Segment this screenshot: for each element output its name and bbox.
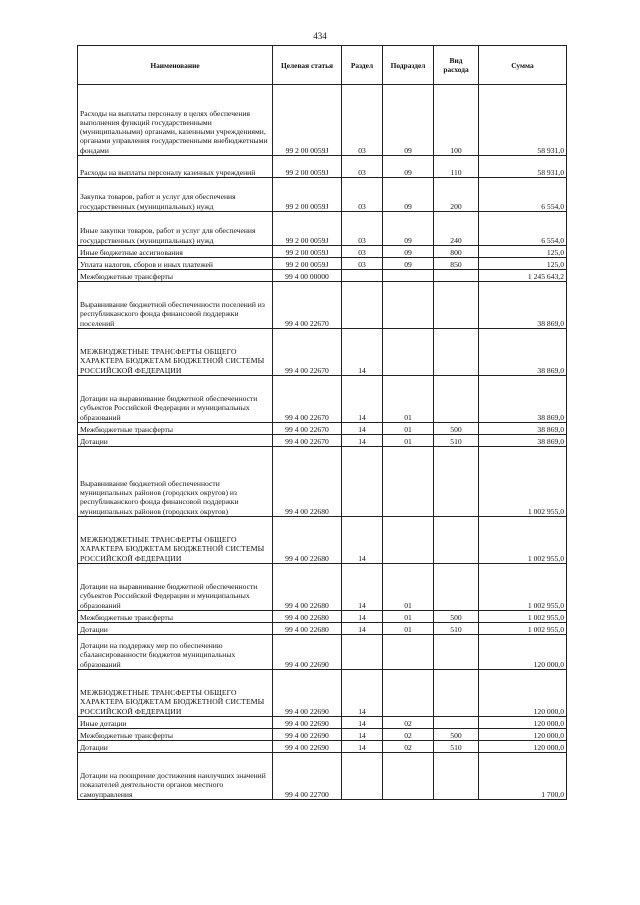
table-row xyxy=(78,258,567,270)
row-section-cell xyxy=(342,753,383,800)
row-name-cell: Межбюджетные трансферты xyxy=(78,729,273,741)
row-subsection-cell: 09 xyxy=(383,258,434,270)
row-article-cell: 99 4 00 22670 xyxy=(273,423,342,435)
row-subsection-cell: 02 xyxy=(383,741,434,753)
row-name-cell: Межбюджетные трансферты xyxy=(78,270,273,282)
row-name-cell: Выравнивание бюджетной обеспеченности поселений из республиканского фонда финансовой поддержки поселений xyxy=(78,282,273,329)
table-row xyxy=(78,246,567,258)
budget-table xyxy=(77,45,567,800)
row-subsection-cell: 01 xyxy=(383,376,434,423)
table-row xyxy=(78,741,567,753)
row-section-cell: 03 xyxy=(342,85,383,156)
row-subsection-cell: 01 xyxy=(383,423,434,435)
row-expense-type-cell: 240 xyxy=(434,212,479,246)
row-article-cell: 99 4 00 22680 xyxy=(273,447,342,517)
row-subsection-cell: 09 xyxy=(383,156,434,178)
row-sum-cell: 120 000,0 xyxy=(479,670,567,717)
row-subsection-cell xyxy=(383,329,434,376)
row-section-cell xyxy=(342,447,383,517)
table-row xyxy=(78,423,567,435)
row-sum-cell: 38 869,0 xyxy=(479,282,567,329)
table-row xyxy=(78,156,567,178)
row-sum-cell: 6 554,0 xyxy=(479,212,567,246)
table-row xyxy=(78,376,567,423)
row-section-cell: 14 xyxy=(342,329,383,376)
row-article-cell: 99 2 00 0059J xyxy=(273,85,342,156)
row-sum-cell: 125,0 xyxy=(479,246,567,258)
row-expense-type-cell: 510 xyxy=(434,741,479,753)
row-subsection-cell: 01 xyxy=(383,611,434,623)
row-name-cell: Закупка товаров, работ и услуг для обеспечения государственных (муниципальных) нужд xyxy=(78,178,273,212)
row-subsection-cell xyxy=(383,517,434,564)
row-expense-type-cell xyxy=(434,376,479,423)
row-article-cell: 99 4 00 22690 xyxy=(273,670,342,717)
row-sum-cell: 120 000,0 xyxy=(479,729,567,741)
row-section-cell: 03 xyxy=(342,156,383,178)
row-subsection-cell: 02 xyxy=(383,729,434,741)
row-name-cell: Расходы на выплаты персоналу в целях обеспечения выполнения функций государственными (муниципальными) органами, казенными учреждениями, органами управления государственными внебюджетными фондами xyxy=(78,85,273,156)
table-row xyxy=(78,611,567,623)
row-subsection-cell: 09 xyxy=(383,178,434,212)
row-expense-type-cell xyxy=(434,329,479,376)
row-name-cell: Межбюджетные трансферты xyxy=(78,423,273,435)
row-article-cell: 99 4 00 22680 xyxy=(273,611,342,623)
row-article-cell: 99 4 00 22680 xyxy=(273,564,342,611)
table-row xyxy=(78,212,567,246)
row-subsection-cell: 02 xyxy=(383,717,434,729)
row-section-cell: 14 xyxy=(342,423,383,435)
row-article-cell: 99 2 00 0059J xyxy=(273,246,342,258)
row-subsection-cell xyxy=(383,282,434,329)
row-name-cell: Иные закупки товаров, работ и услуг для обеспечения государственных (муниципальных) нужд xyxy=(78,212,273,246)
row-section-cell: 03 xyxy=(342,258,383,270)
table-row xyxy=(78,435,567,447)
row-name-cell: Дотации xyxy=(78,435,273,447)
table-row xyxy=(78,564,567,611)
row-sum-cell: 6 554,0 xyxy=(479,178,567,212)
row-sum-cell: 1 245 643,2 xyxy=(479,270,567,282)
row-article-cell: 99 4 00 22680 xyxy=(273,517,342,564)
row-expense-type-cell xyxy=(434,753,479,800)
row-section-cell: 14 xyxy=(342,517,383,564)
table-row xyxy=(78,729,567,741)
row-name-cell: Дотации на выравнивание бюджетной обеспеченности субъектов Российской Федерации и муниципальных образований xyxy=(78,564,273,611)
table-body xyxy=(78,85,567,800)
row-section-cell: 03 xyxy=(342,178,383,212)
row-subsection-cell xyxy=(383,670,434,717)
row-name-cell: Иные бюджетные ассигнования xyxy=(78,246,273,258)
row-sum-cell: 38 869,0 xyxy=(479,435,567,447)
row-expense-type-cell xyxy=(434,282,479,329)
row-name-cell: Уплата налогов, сборов и иных платежей xyxy=(78,258,273,270)
row-subsection-cell: 09 xyxy=(383,246,434,258)
header-section: Раздел xyxy=(342,46,383,85)
header-row xyxy=(78,46,567,85)
row-article-cell: 99 2 00 0059J xyxy=(273,178,342,212)
table-row xyxy=(78,329,567,376)
header-article: Целевая статья xyxy=(273,46,342,85)
row-sum-cell: 120 000,0 xyxy=(479,635,567,670)
row-subsection-cell: 09 xyxy=(383,85,434,156)
row-subsection-cell: 01 xyxy=(383,564,434,611)
row-name-cell: Межбюджетные трансферты xyxy=(78,611,273,623)
row-sum-cell: 1 002 955,0 xyxy=(479,517,567,564)
row-expense-type-cell xyxy=(434,447,479,517)
row-name-cell: Дотации xyxy=(78,623,273,635)
row-sum-cell: 38 869,0 xyxy=(479,376,567,423)
row-section-cell: 14 xyxy=(342,376,383,423)
row-expense-type-cell: 100 xyxy=(434,85,479,156)
row-expense-type-cell xyxy=(434,270,479,282)
row-sum-cell: 58 931,0 xyxy=(479,85,567,156)
row-sum-cell: 38 869,0 xyxy=(479,423,567,435)
row-article-cell: 99 2 00 0059J xyxy=(273,156,342,178)
row-name-cell: Иные дотации xyxy=(78,717,273,729)
row-sum-cell: 58 931,0 xyxy=(479,156,567,178)
row-article-cell: 99 4 00 22690 xyxy=(273,729,342,741)
row-section-cell xyxy=(342,282,383,329)
row-article-cell: 99 4 00 22680 xyxy=(273,623,342,635)
row-name-cell: МЕЖБЮДЖЕТНЫЕ ТРАНСФЕРТЫ ОБЩЕГО ХАРАКТЕРА БЮДЖЕТАМ БЮДЖЕТНОЙ СИСТЕМЫ РОССИЙСКОЙ ФЕДЕРАЦИИ xyxy=(78,517,273,564)
row-sum-cell: 1 002 955,0 xyxy=(479,447,567,517)
row-sum-cell: 125,0 xyxy=(479,258,567,270)
row-article-cell: 99 4 00 00000 xyxy=(273,270,342,282)
row-subsection-cell xyxy=(383,270,434,282)
table-row xyxy=(78,635,567,670)
row-article-cell: 99 4 00 22670 xyxy=(273,376,342,423)
row-expense-type-cell xyxy=(434,517,479,564)
row-name-cell: МЕЖБЮДЖЕТНЫЕ ТРАНСФЕРТЫ ОБЩЕГО ХАРАКТЕРА БЮДЖЕТАМ БЮДЖЕТНОЙ СИСТЕМЫ РОССИЙСКОЙ ФЕДЕРАЦИИ xyxy=(78,670,273,717)
row-expense-type-cell: 510 xyxy=(434,623,479,635)
row-name-cell: Дотации на поддержку мер по обеспечению сбалансированности бюджетов муниципальных образований xyxy=(78,635,273,670)
row-section-cell: 14 xyxy=(342,741,383,753)
row-expense-type-cell xyxy=(434,564,479,611)
row-article-cell: 99 4 00 22700 xyxy=(273,753,342,800)
row-section-cell: 14 xyxy=(342,564,383,611)
row-section-cell: 14 xyxy=(342,435,383,447)
row-article-cell: 99 2 00 0059J xyxy=(273,212,342,246)
row-expense-type-cell xyxy=(434,670,479,717)
row-expense-type-cell xyxy=(434,717,479,729)
row-subsection-cell: 09 xyxy=(383,212,434,246)
table-row xyxy=(78,178,567,212)
table-row xyxy=(78,717,567,729)
row-subsection-cell: 01 xyxy=(383,623,434,635)
header-name: Наименование xyxy=(78,46,273,85)
row-article-cell: 99 4 00 22690 xyxy=(273,717,342,729)
row-section-cell: 14 xyxy=(342,623,383,635)
header-sum: Сумма xyxy=(479,46,567,85)
row-article-cell: 99 2 00 0059J xyxy=(273,258,342,270)
page-number: 434 xyxy=(313,31,327,41)
table-row xyxy=(78,270,567,282)
table-header xyxy=(78,46,567,85)
row-section-cell: 03 xyxy=(342,212,383,246)
row-section-cell: 03 xyxy=(342,246,383,258)
row-sum-cell: 120 000,0 xyxy=(479,741,567,753)
row-sum-cell: 1 002 955,0 xyxy=(479,564,567,611)
table-row xyxy=(78,753,567,800)
row-subsection-cell xyxy=(383,635,434,670)
table-row xyxy=(78,670,567,717)
row-article-cell: 99 4 00 22690 xyxy=(273,741,342,753)
row-expense-type-cell: 800 xyxy=(434,246,479,258)
table-row xyxy=(78,517,567,564)
header-expense-type: Вид расхода xyxy=(434,46,479,85)
row-section-cell: 14 xyxy=(342,717,383,729)
row-sum-cell: 38 869,0 xyxy=(479,329,567,376)
row-name-cell: Выравнивание бюджетной обеспеченности муниципальных районов (городских округов) из республиканского фонда финансовой поддержки муниципальных районов (городских округов) xyxy=(78,447,273,517)
row-subsection-cell xyxy=(383,447,434,517)
row-article-cell: 99 4 00 22690 xyxy=(273,635,342,670)
row-name-cell: МЕЖБЮДЖЕТНЫЕ ТРАНСФЕРТЫ ОБЩЕГО ХАРАКТЕРА БЮДЖЕТАМ БЮДЖЕТНОЙ СИСТЕМЫ РОССИЙСКОЙ ФЕДЕРАЦИИ xyxy=(78,329,273,376)
row-subsection-cell: 01 xyxy=(383,435,434,447)
row-name-cell: Дотации xyxy=(78,741,273,753)
row-sum-cell: 120 000,0 xyxy=(479,717,567,729)
row-expense-type-cell xyxy=(434,635,479,670)
row-article-cell: 99 4 00 22670 xyxy=(273,435,342,447)
row-article-cell: 99 4 00 22670 xyxy=(273,282,342,329)
row-expense-type-cell: 200 xyxy=(434,178,479,212)
header-subsection: Подраздел xyxy=(383,46,434,85)
table-row xyxy=(78,85,567,156)
row-sum-cell: 1 002 955,0 xyxy=(479,623,567,635)
row-section-cell: 14 xyxy=(342,729,383,741)
row-section-cell xyxy=(342,635,383,670)
row-expense-type-cell: 110 xyxy=(434,156,479,178)
row-section-cell xyxy=(342,270,383,282)
row-article-cell: 99 4 00 22670 xyxy=(273,329,342,376)
row-sum-cell: 1 002 955,0 xyxy=(479,611,567,623)
row-sum-cell: 1 700,0 xyxy=(479,753,567,800)
table-row xyxy=(78,447,567,517)
row-subsection-cell xyxy=(383,753,434,800)
row-name-cell: Расходы на выплаты персоналу казенных учреждений xyxy=(78,156,273,178)
row-section-cell: 14 xyxy=(342,611,383,623)
row-name-cell: Дотации на выравнивание бюджетной обеспеченности субъектов Российской Федерации и муниципальных образований xyxy=(78,376,273,423)
row-expense-type-cell: 850 xyxy=(434,258,479,270)
row-expense-type-cell: 500 xyxy=(434,611,479,623)
row-section-cell: 14 xyxy=(342,670,383,717)
row-expense-type-cell: 500 xyxy=(434,423,479,435)
table-row xyxy=(78,282,567,329)
table-row xyxy=(78,623,567,635)
row-name-cell: Дотации на поощрение достижения наилучших значений показателей деятельности органов местного самоуправления xyxy=(78,753,273,800)
row-expense-type-cell: 510 xyxy=(434,435,479,447)
row-expense-type-cell: 500 xyxy=(434,729,479,741)
